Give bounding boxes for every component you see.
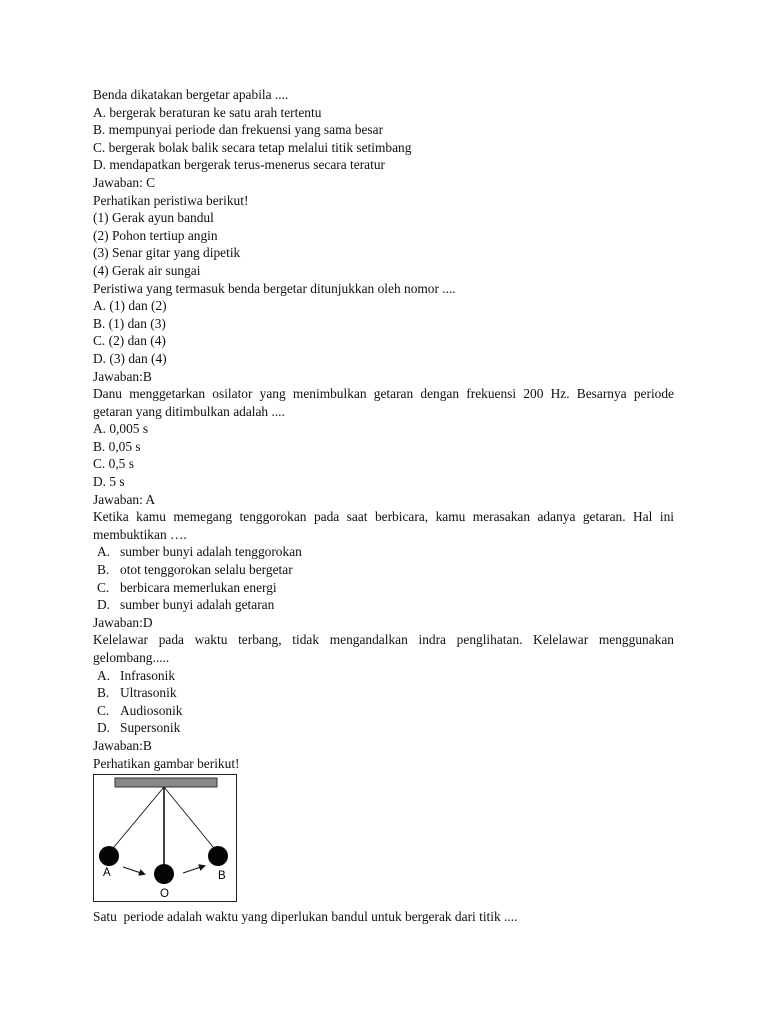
pendulum-label-b: B xyxy=(218,870,226,883)
q2-option-b: B. (1) dan (3) xyxy=(93,315,166,331)
option-text: Supersonik xyxy=(120,720,181,736)
option-letter: B. xyxy=(97,685,110,701)
q1-option-c: C. bergerak bolak balik secara tetap melalui titik setimbang xyxy=(93,139,412,155)
pendulum-diagram xyxy=(94,775,236,901)
pendulum-figure xyxy=(93,774,237,902)
q6-question: Satu periode adalah waktu yang diperlukan bandul untuk bergerak dari titik .... xyxy=(93,909,518,925)
option-letter: D. xyxy=(97,720,111,736)
q2-event-4: (4) Gerak air sungai xyxy=(93,262,201,278)
q4-option-d xyxy=(93,596,674,614)
q4-option-b xyxy=(93,561,674,579)
pendulum-bob-b xyxy=(208,846,228,866)
q2-option-a: A. (1) dan (2) xyxy=(93,298,167,314)
q4-question: Ketika kamu memegang tenggorokan pada saat berbicara, kamu merasakan adanya getaran. Hal ini membuktikan …. xyxy=(93,509,674,542)
q2-answer: Jawaban:B xyxy=(93,368,152,384)
document-page xyxy=(93,86,674,926)
q4-option-c xyxy=(93,579,674,597)
option-text: otot tenggorokan selalu bergetar xyxy=(120,562,293,578)
motion-arrow-right xyxy=(183,866,204,873)
option-letter: A. xyxy=(97,667,111,683)
option-text: sumber bunyi adalah tenggorokan xyxy=(120,544,302,560)
q3-option-c: C. 0,5 s xyxy=(93,456,134,472)
option-letter: A. xyxy=(97,544,111,560)
q2-intro: Perhatikan peristiwa berikut! xyxy=(93,192,249,208)
pendulum-label-a: A xyxy=(103,867,111,880)
option-letter: C. xyxy=(97,579,110,595)
q5-option-c xyxy=(93,702,674,720)
pendulum-support xyxy=(115,778,217,787)
motion-arrow-left xyxy=(123,867,144,874)
q5-option-d xyxy=(93,719,674,737)
option-text: berbicara memerlukan energi xyxy=(120,579,277,595)
option-text: Ultrasonik xyxy=(120,685,177,701)
q2-event-2: (2) Pohon tertiup angin xyxy=(93,227,218,243)
q4-option-a xyxy=(93,543,674,561)
q4-answer: Jawaban:D xyxy=(93,614,153,630)
option-text: sumber bunyi adalah getaran xyxy=(120,597,275,613)
option-letter: D. xyxy=(97,597,111,613)
q1-option-b: B. mempunyai periode dan frekuensi yang sama besar xyxy=(93,122,384,138)
option-text: Infrasonik xyxy=(120,667,176,683)
q5-answer: Jawaban:B xyxy=(93,737,152,753)
option-letter: B. xyxy=(97,562,110,578)
q1-answer: Jawaban: C xyxy=(93,174,156,190)
q6-intro: Perhatikan gambar berikut! xyxy=(93,755,240,771)
q2-option-c: C. (2) dan (4) xyxy=(93,333,166,349)
q2-question: Peristiwa yang termasuk benda bergetar ditunjukkan oleh nomor .... xyxy=(93,280,456,296)
q3-option-d: D. 5 s xyxy=(93,474,125,490)
q5-option-a xyxy=(93,667,674,685)
q2-event-3: (3) Senar gitar yang dipetik xyxy=(93,245,241,261)
q5-option-b xyxy=(93,684,674,702)
q2-option-d: D. (3) dan (4) xyxy=(93,350,167,366)
q1-option-a: A. bergerak beraturan ke satu arah tertentu xyxy=(93,104,322,120)
q3-answer: Jawaban: A xyxy=(93,491,156,507)
q1-question: Benda dikatakan bergetar apabila .... xyxy=(93,87,289,102)
q3-option-a: A. 0,005 s xyxy=(93,421,149,437)
q3-question: Danu menggetarkan osilator yang menimbulkan getaran dengan frekuensi 200 Hz. Besarnya periode getaran yang ditimbulkan adalah .... xyxy=(93,386,674,419)
pendulum-label-o: O xyxy=(160,888,169,901)
pendulum-bob-o xyxy=(154,864,174,884)
q5-question: Kelelawar pada waktu terbang, tidak mengandalkan indra penglihatan. Kelelawar menggunakan gelombang..... xyxy=(93,632,674,665)
q3-option-b: B. 0,05 s xyxy=(93,438,141,454)
option-letter: C. xyxy=(97,702,110,718)
q2-event-1: (1) Gerak ayun bandul xyxy=(93,210,214,226)
pendulum-bob-a xyxy=(99,846,119,866)
option-text: Audiosonik xyxy=(120,702,183,718)
pendulum-string-left xyxy=(109,787,164,853)
pendulum-string-right xyxy=(164,787,218,853)
q1-option-d: D. mendapatkan bergerak terus-menerus secara teratur xyxy=(93,157,385,173)
